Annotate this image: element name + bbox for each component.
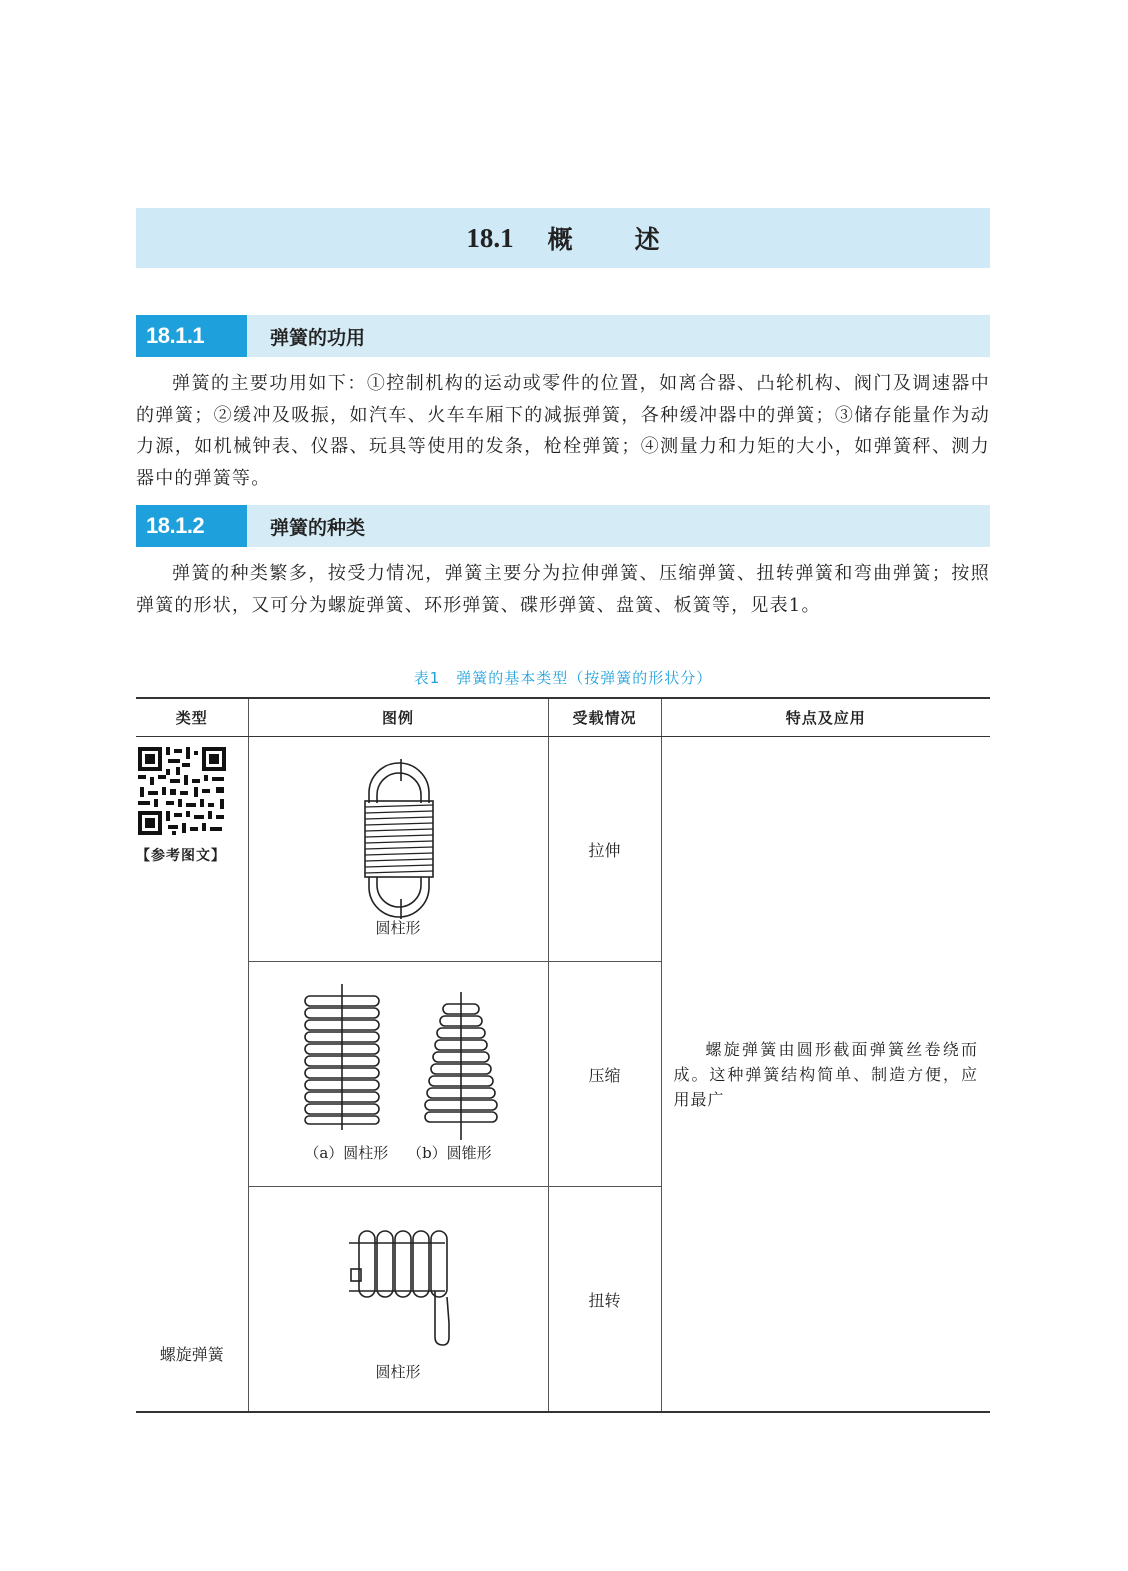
section-function-paragraph: 弹簧的主要功用如下：①控制机构的运动或零件的位置，如离合器、凸轮机构、阀门及调速器中的弹簧；②缓冲及吸振，如汽车、火车车厢下的减振弹簧，各种缓冲器中的弹簧；③储存能量作为动力源，如机械钟表、仪器、玩具等使用的发条，枪栓弹簧；④测量力和力矩的大小，如弹簧秤、测力器中的弹簧等。 — [136, 373, 990, 489]
figure-labels — [249, 1142, 548, 1163]
type-cell — [136, 737, 248, 1413]
section-number: 18.1.1 — [136, 315, 247, 357]
qr-code-icon[interactable] — [136, 745, 228, 837]
figure-label-b: （b）圆锥形 — [407, 1144, 492, 1162]
section-types-paragraph: 弹簧的种类繁多，按受力情况，弹簧主要分为拉伸弹簧、压缩弹簧、扭转弹簧和弯曲弹簧；按照弹簧的形状，又可分为螺旋弹簧、环形弹簧、碟形弹簧、盘簧、板簧等，见表1。 — [136, 563, 990, 616]
torsion-spring-figure — [249, 1187, 549, 1373]
figure-cell-extension — [248, 737, 548, 962]
feature-text: 螺旋弹簧由圆形截面弹簧丝卷绕而成。这种弹簧结构简单、制造方便，应用最广 — [673, 1039, 978, 1109]
compression-spring-figure — [249, 962, 549, 1140]
header-load: 受载情况 — [548, 698, 661, 737]
load-compression: 压缩 — [548, 962, 661, 1187]
figure-label-a: （a）圆柱形 — [304, 1144, 389, 1162]
section-heading-types — [136, 505, 990, 547]
chapter-number: 18.1 — [466, 222, 514, 253]
qr-caption: 【参考图文】 — [136, 848, 226, 864]
table-caption — [136, 667, 990, 688]
figure-cell-torsion — [248, 1187, 548, 1413]
figure-label: 圆柱形 — [375, 919, 421, 937]
figure-cell-compression — [248, 962, 548, 1187]
table-caption-number: 表1 — [413, 669, 441, 687]
header-type: 类型 — [136, 698, 248, 737]
section-title: 弹簧的种类 — [270, 516, 366, 539]
spring-types-table — [136, 697, 990, 1413]
chapter-heading — [136, 208, 990, 268]
table-row — [136, 737, 990, 962]
section-number: 18.1.2 — [136, 505, 247, 547]
table-caption-text: 弹簧的基本类型（按弹簧的形状分） — [456, 669, 713, 687]
chapter-title: 概述 — [547, 225, 722, 254]
header-feature: 特点及应用 — [661, 698, 990, 737]
load-torsion: 扭转 — [548, 1187, 661, 1413]
header-figure: 图例 — [248, 698, 548, 737]
feature-cell — [661, 737, 990, 1413]
load-extension: 拉伸 — [548, 737, 661, 962]
section-title: 弹簧的功用 — [270, 326, 366, 349]
table-header-row — [136, 698, 990, 737]
extension-spring-figure — [249, 737, 549, 933]
figure-label: 圆柱形 — [375, 1363, 421, 1381]
section-heading-function — [136, 315, 990, 357]
type-label: 螺旋弹簧 — [159, 1345, 224, 1364]
qr-block — [136, 745, 240, 865]
